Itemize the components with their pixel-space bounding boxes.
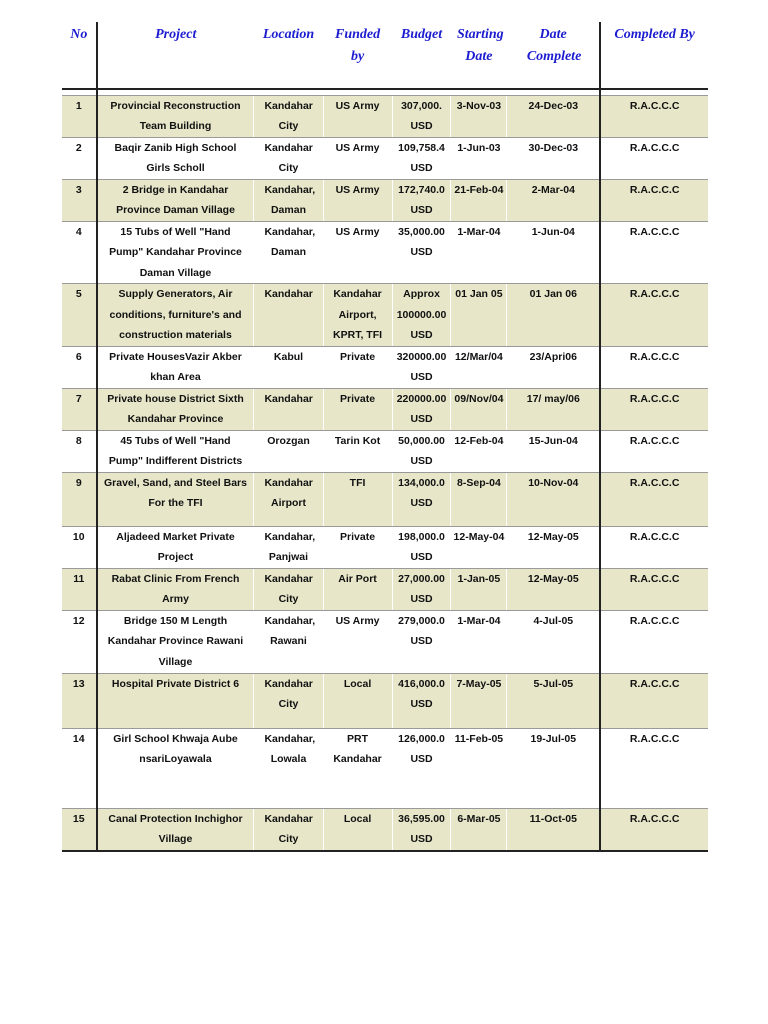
cell-project: Supply Generators, Air conditions, furniture's and construction materials [97, 284, 254, 347]
cell-starting-date: 1-Mar-04 [451, 610, 507, 673]
header-completed-by: Completed By [600, 22, 708, 89]
cell-funded-by: PRT Kandahar [323, 728, 392, 808]
cell-budget: 134,000.0 USD [392, 472, 451, 526]
cell-completed-by: R.A.C.C.C [600, 673, 708, 728]
cell-budget: 307,000. USD [392, 95, 451, 137]
cell-starting-date: 3-Nov-03 [451, 95, 507, 137]
cell-project: Girl School Khwaja Aube nsariLoyawala [97, 728, 254, 808]
cell-date-complete: 15-Jun-04 [507, 430, 600, 472]
cell-starting-date: 09/Nov/04 [451, 388, 507, 430]
cell-budget: 198,000.0 USD [392, 526, 451, 568]
cell-date-complete: 01 Jan 06 [507, 284, 600, 347]
cell-funded-by: Tarin Kot [323, 430, 392, 472]
cell-location: Kandahar, Daman [254, 221, 323, 284]
header-date-complete: Date Complete [507, 22, 600, 89]
cell-project: Hospital Private District 6 [97, 673, 254, 728]
cell-location: Kandahar, Panjwai [254, 526, 323, 568]
cell-project: Private HousesVazir Akber khan Area [97, 346, 254, 388]
cell-date-complete: 11-Oct-05 [507, 808, 600, 851]
cell-date-complete: 30-Dec-03 [507, 137, 600, 179]
cell-project: 15 Tubs of Well "Hand Pump" Kandahar Province Daman Village [97, 221, 254, 284]
cell-no: 4 [62, 221, 97, 284]
cell-budget: Approx 100000.00 USD [392, 284, 451, 347]
cell-budget: 27,000.00 USD [392, 568, 451, 610]
cell-date-complete: 5-Jul-05 [507, 673, 600, 728]
cell-funded-by: Air Port [323, 568, 392, 610]
cell-starting-date: 6-Mar-05 [451, 808, 507, 851]
cell-date-complete: 12-May-05 [507, 568, 600, 610]
cell-location: Kandahar City [254, 808, 323, 851]
table-row [62, 808, 708, 851]
cell-location: Kandahar [254, 388, 323, 430]
cell-budget: 36,595.00 USD [392, 808, 451, 851]
cell-no: 6 [62, 346, 97, 388]
cell-funded-by: US Army [323, 221, 392, 284]
cell-funded-by: Local [323, 673, 392, 728]
cell-no: 8 [62, 430, 97, 472]
cell-project: Baqir Zanib High School Girls Scholl [97, 137, 254, 179]
cell-location: Kabul [254, 346, 323, 388]
cell-completed-by: R.A.C.C.C [600, 284, 708, 347]
cell-completed-by: R.A.C.C.C [600, 430, 708, 472]
cell-date-complete: 10-Nov-04 [507, 472, 600, 526]
cell-location: Kandahar City [254, 673, 323, 728]
cell-budget: 320000.00 USD [392, 346, 451, 388]
table-row [62, 673, 708, 728]
cell-project: 45 Tubs of Well "Hand Pump" Indifferent Districts [97, 430, 254, 472]
cell-no: 13 [62, 673, 97, 728]
table-row [62, 221, 708, 284]
cell-completed-by: R.A.C.C.C [600, 568, 708, 610]
cell-no: 12 [62, 610, 97, 673]
cell-starting-date: 12/Mar/04 [451, 346, 507, 388]
cell-location: Orozgan [254, 430, 323, 472]
table-row [62, 568, 708, 610]
cell-location: Kandahar City [254, 95, 323, 137]
cell-date-complete: 19-Jul-05 [507, 728, 600, 808]
cell-starting-date: 01 Jan 05 [451, 284, 507, 347]
cell-starting-date: 7-May-05 [451, 673, 507, 728]
cell-project: Rabat Clinic From French Army [97, 568, 254, 610]
cell-starting-date: 21-Feb-04 [451, 179, 507, 221]
cell-starting-date: 12-Feb-04 [451, 430, 507, 472]
cell-project: Provincial Reconstruction Team Building [97, 95, 254, 137]
cell-date-complete: 1-Jun-04 [507, 221, 600, 284]
cell-funded-by: Private [323, 526, 392, 568]
cell-starting-date: 1-Mar-04 [451, 221, 507, 284]
cell-starting-date: 1-Jan-05 [451, 568, 507, 610]
cell-budget: 109,758.4 USD [392, 137, 451, 179]
cell-no: 14 [62, 728, 97, 808]
cell-date-complete: 24-Dec-03 [507, 95, 600, 137]
header-funded-by: Funded by [323, 22, 392, 89]
cell-no: 1 [62, 95, 97, 137]
cell-no: 11 [62, 568, 97, 610]
cell-budget: 126,000.0 USD [392, 728, 451, 808]
cell-budget: 50,000.00 USD [392, 430, 451, 472]
table-row [62, 95, 708, 137]
table-row [62, 346, 708, 388]
cell-no: 3 [62, 179, 97, 221]
table-row [62, 610, 708, 673]
cell-location: Kandahar City [254, 568, 323, 610]
cell-completed-by: R.A.C.C.C [600, 526, 708, 568]
cell-funded-by: Private [323, 346, 392, 388]
cell-no: 7 [62, 388, 97, 430]
cell-no: 9 [62, 472, 97, 526]
cell-completed-by: R.A.C.C.C [600, 472, 708, 526]
cell-completed-by: R.A.C.C.C [600, 95, 708, 137]
table-row [62, 137, 708, 179]
cell-no: 10 [62, 526, 97, 568]
cell-project: 2 Bridge in Kandahar Province Daman Village [97, 179, 254, 221]
cell-location: Kandahar Airport [254, 472, 323, 526]
cell-location: Kandahar [254, 284, 323, 347]
table-row [62, 284, 708, 347]
cell-date-complete: 12-May-05 [507, 526, 600, 568]
table-row [62, 430, 708, 472]
cell-completed-by: R.A.C.C.C [600, 610, 708, 673]
cell-funded-by: US Army [323, 137, 392, 179]
cell-completed-by: R.A.C.C.C [600, 137, 708, 179]
table-row [62, 728, 708, 808]
cell-budget: 35,000.00 USD [392, 221, 451, 284]
cell-project: Canal Protection Inchighor Village [97, 808, 254, 851]
cell-budget: 416,000.0 USD [392, 673, 451, 728]
cell-funded-by: Private [323, 388, 392, 430]
cell-no: 15 [62, 808, 97, 851]
table-row [62, 179, 708, 221]
table-row [62, 472, 708, 526]
header-row [62, 22, 708, 89]
cell-project: Aljadeed Market Private Project [97, 526, 254, 568]
header-starting-date: Starting Date [451, 22, 507, 89]
cell-location: Kandahar, Rawani [254, 610, 323, 673]
cell-starting-date: 1-Jun-03 [451, 137, 507, 179]
cell-funded-by: US Army [323, 179, 392, 221]
cell-location: Kandahar City [254, 137, 323, 179]
cell-completed-by: R.A.C.C.C [600, 221, 708, 284]
cell-project: Bridge 150 M Length Kandahar Province Rawani Village [97, 610, 254, 673]
cell-completed-by: R.A.C.C.C [600, 179, 708, 221]
cell-completed-by: R.A.C.C.C [600, 388, 708, 430]
cell-budget: 220000.00 USD [392, 388, 451, 430]
cell-starting-date: 12-May-04 [451, 526, 507, 568]
cell-project: Gravel, Sand, and Steel Bars For the TFI [97, 472, 254, 526]
cell-budget: 279,000.0 USD [392, 610, 451, 673]
header-project: Project [97, 22, 254, 89]
table-body [62, 89, 708, 851]
cell-project: Private house District Sixth Kandahar Province [97, 388, 254, 430]
projects-table [62, 22, 708, 852]
cell-date-complete: 17/ may/06 [507, 388, 600, 430]
cell-location: Kandahar, Daman [254, 179, 323, 221]
cell-completed-by: R.A.C.C.C [600, 346, 708, 388]
cell-funded-by: Kandahar Airport, KPRT, TFI [323, 284, 392, 347]
cell-funded-by: TFI [323, 472, 392, 526]
header-budget: Budget [392, 22, 451, 89]
cell-completed-by: R.A.C.C.C [600, 808, 708, 851]
cell-date-complete: 4-Jul-05 [507, 610, 600, 673]
cell-no: 2 [62, 137, 97, 179]
table-row [62, 388, 708, 430]
header-no: No [62, 22, 97, 89]
cell-date-complete: 23/Apri06 [507, 346, 600, 388]
header-location: Location [254, 22, 323, 89]
cell-starting-date: 8-Sep-04 [451, 472, 507, 526]
table-row [62, 526, 708, 568]
cell-funded-by: US Army [323, 95, 392, 137]
cell-location: Kandahar, Lowala [254, 728, 323, 808]
cell-funded-by: Local [323, 808, 392, 851]
cell-budget: 172,740.0 USD [392, 179, 451, 221]
cell-starting-date: 11-Feb-05 [451, 728, 507, 808]
cell-date-complete: 2-Mar-04 [507, 179, 600, 221]
cell-completed-by: R.A.C.C.C [600, 728, 708, 808]
cell-no: 5 [62, 284, 97, 347]
cell-funded-by: US Army [323, 610, 392, 673]
